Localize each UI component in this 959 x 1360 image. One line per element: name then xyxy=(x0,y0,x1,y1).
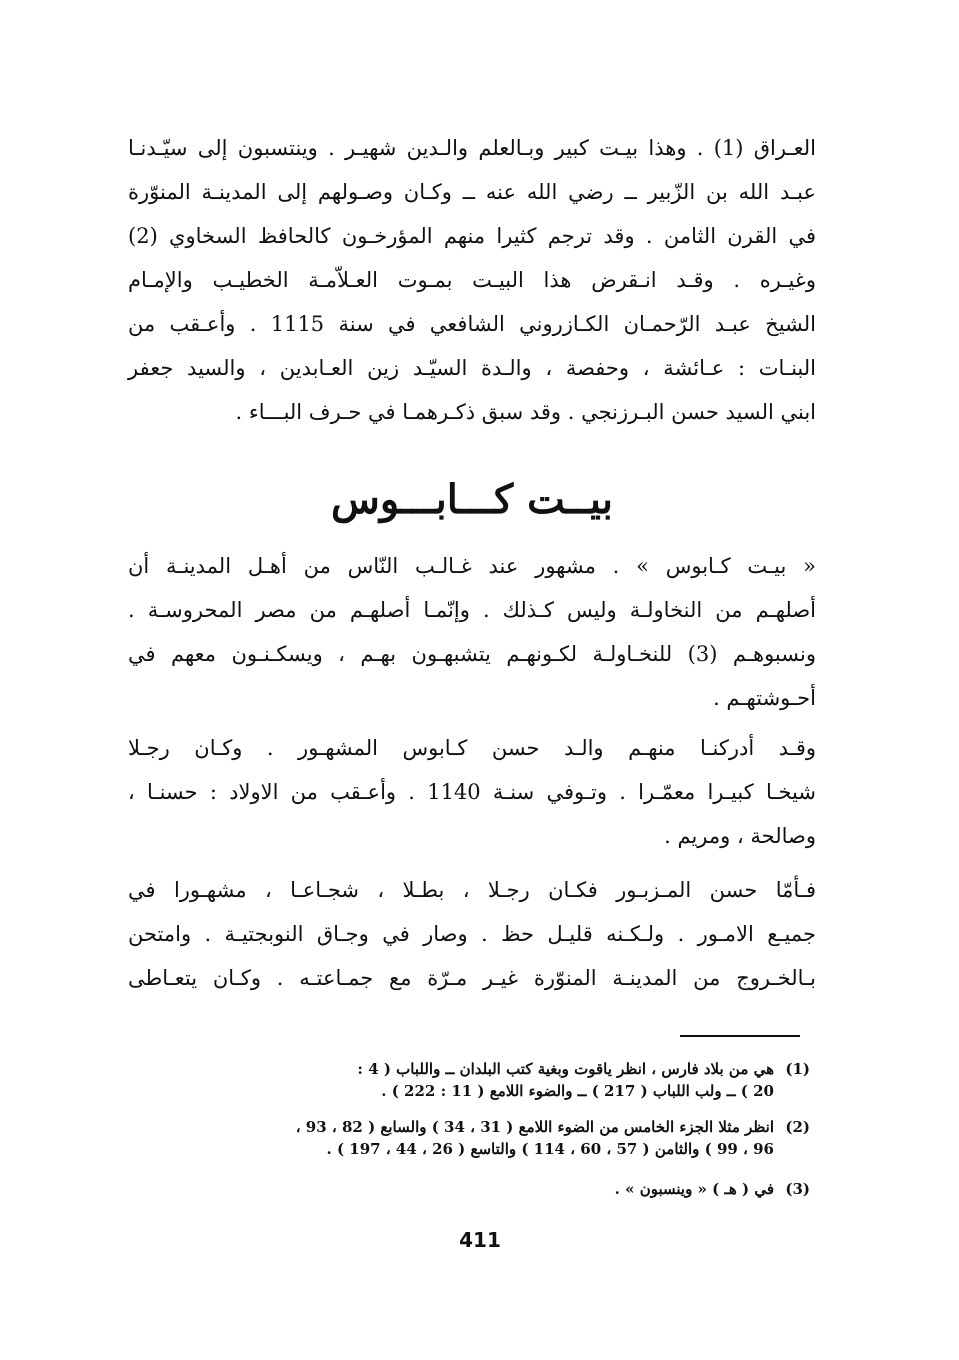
section-heading: بيــت كـــابـــوس xyxy=(330,476,613,523)
paragraph-hasan xyxy=(128,868,816,1000)
text-line: وغيـره . وقـد انـقرض هذا البيـت بمـوت العـلاّمـة الخطيـب والإمـام xyxy=(128,268,816,292)
footnote-number: (3) xyxy=(785,1180,810,1198)
footnote-text: انظر مثلا الجزء الخامس من الضوء اللامع ( 31 ، 34 ) والسابع ( 82 ، 93 ، xyxy=(295,1118,774,1136)
text-line: وصالحة ، ومريم . xyxy=(664,824,816,848)
page-number: 411 xyxy=(459,1228,501,1252)
footnote-text: هي من بلاد فارس ، انظر ياقوت وبغية كتب البلدان ــ واللباب ( 4 : xyxy=(357,1060,774,1078)
text-line: ونسبوهـم (3) للنخـاولـة لكـونهـم يتشبهـون بهـم ، ويسكـنـون معهم في xyxy=(128,642,816,666)
paragraph-intro xyxy=(128,126,816,434)
paragraph-kabus-father xyxy=(128,726,816,858)
text-line: بـالخـروج من المدينـة المنوّرة غيـر مـرّة مع جمـاعتـه . وكـان يتعـاطى xyxy=(128,966,816,990)
text-line: ابني السيد حسن البـرزنجي . وقد سبق ذكـرهمـا في حـرف البـــاء . xyxy=(235,400,816,424)
footnote-text: 20 ) ــ ولب اللباب ( 217 ) ــ والضوء اللامع ( 11 : 222 ) . xyxy=(381,1082,774,1100)
text-line: أحـوشتهـم . xyxy=(713,686,816,710)
text-line: جميـع الامـور . ولـكـنه قليـل حظ . وصار في وجـاق النوبجتيـة . وامتحن xyxy=(128,922,816,946)
footnote-1 xyxy=(110,1058,810,1102)
footnote-3 xyxy=(110,1178,810,1200)
text-line: أصلهـم من النخاولـة وليس كـذلك . وإنّمـا أصلهـم من مصر المحروسـة . xyxy=(128,598,816,622)
footnote-text: في ( هـ ) « وينسبون » . xyxy=(614,1180,774,1198)
text-line: فـأمّا حسن المـزبـور فكـان رجـلا ، بطـلا ، شجـاعـا ، مشهـورا في xyxy=(128,878,816,902)
footnote-number: (2) xyxy=(785,1118,810,1136)
text-line: « بيـت كـابوس » . مشهور عند غـالـب النّاس من أهـل المدينـة أن xyxy=(128,554,816,578)
text-line: العـراق (1) . وهذا بيـت كبير وبـالعلم والـدين شهيـر . وينتسبون إلى سيّـدنـا xyxy=(128,136,816,160)
text-line: الشيخ عبـد الرّحمـان الكـازروني الشافعي في سنة 1115 . وأعـقب من xyxy=(128,312,817,336)
text-line: وقـد أدركنـا منهـم والـد حسن كـابوس المشهـور . وكـان رجـلا xyxy=(128,736,816,760)
text-line: في القرن الثامن . وقد ترجم كثيرا منهم المؤرخـون كالحافظ السخاوي (2) xyxy=(128,224,816,248)
text-line: عبـد الله بن الزّبير ــ رضي الله عنه ــ وكـان وصـولهم إلى المدينـة المنوّرة xyxy=(128,180,816,204)
footnote-2 xyxy=(110,1116,810,1160)
footnote-separator xyxy=(680,1035,800,1037)
text-line: البنـات : عـائشة ، وحفصة ، والـدة السيّـد زين العـابدين ، والسيد جعفر xyxy=(128,356,816,380)
paragraph-kabus-origin xyxy=(128,544,816,720)
footnote-text: 96 ، 99 ) والثامن ( 57 ، 60 ، 114 ) والتاسع ( 26 ، 44 ، 197 ) . xyxy=(326,1140,774,1158)
footnote-number: (1) xyxy=(785,1060,810,1078)
text-line: شيخـا كبيـرا معمّـرا . وتـوفي سنـة 1140 . وأعـقب من الاولاد : حسنـا ، xyxy=(128,780,816,804)
